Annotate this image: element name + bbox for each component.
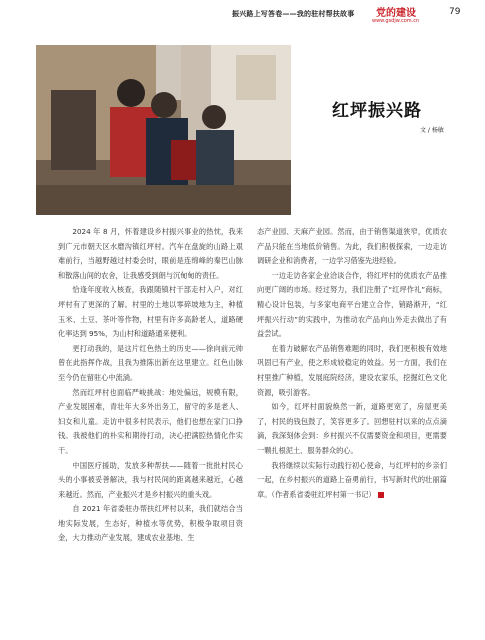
article-title: 红坪振兴路 (332, 101, 422, 121)
end-mark-icon (378, 492, 384, 498)
brand-name: 党的建设 (376, 8, 416, 19)
publication-logo (372, 4, 442, 26)
paragraph: 在着力破解农产品销售难题的同时，我们更积极有效地巩固已有产业，使之形成较稳定的效益。另一方面，我们在村里推广种植，发展庭院经济，建设农家乐，挖掘红色文化资源，吸引游客。 (257, 343, 447, 397)
article-photo (36, 45, 291, 215)
brand-url: www.gsdjw.com.cn (372, 18, 420, 24)
page-header (0, 0, 485, 36)
paragraph: 态产业园、天麻产业园。然而，由于销售渠道狭窄，优质农产品只能在当地低价销售。为此，我们积极探索，一边走访调研企业和消费者，一边学习借鉴先进经验。 (257, 227, 447, 266)
article-body-right-column (257, 225, 447, 502)
article-body-left-column (58, 225, 243, 546)
paragraph: 更打动我的，是这片红色热土的历史——徐向前元帅曾在此指挥作战，且我为推陈出新在这里建立。红色山脉至今仍在留驻心中流淌。 (58, 343, 243, 382)
photo-illustration (36, 45, 291, 215)
section-title: 振兴路上写答卷——我的驻村帮扶故事 (232, 10, 355, 18)
paragraph: 恰逢年度收入核查，我跟随镇村干部走村入户，对红坪村有了更深的了解。村里的土地以零碎坡地为主，种植玉米、土豆、茶叶等作物，村里有许多高龄老人，道路硬化率达到 95%，为山村和道路通来便利。 (58, 285, 243, 339)
paragraph: 一边走访各家企业洽谈合作，将红坪村的优质农产品推向更广阔的市场。经过努力，我们注册了“红坪作礼”商标，精心设计包装，与多家电商平台建立合作，销路渐开，“红坪振兴行动”的实践中，为推动农产品向山外走去做出了有益尝试。 (257, 270, 447, 339)
paragraph-final-text: 我将继续以实际行动践行初心使命，与红坪村的乡亲们一起，在乡村振兴的道路上奋勇前行，书写新时代的壮丽篇章。（作者系省委驻红坪村第一书记） (257, 460, 447, 499)
paragraph: 2024 年 8 月，怀着建设乡村振兴事业的热忱，我来到广元市朝天区水磨沟镇红坪村。汽车在盘旋的山路上艰难前行，当越野越过村委会时，眼前是连绵峰的秦巴山脉和散落山间的农舍，让我感受到朗与沉甸甸的责任。 (58, 227, 243, 280)
article-byline: 文 / 杨敏 (420, 127, 444, 134)
paragraph: 然而红坪村也面临严峻挑战：地处偏远，规模有限，产业发展困难，青壮年大多外出务工，留守的多是老人、妇女和儿童。走访中很多村民表示，他们也想在家门口挣钱。我被他们的朴实和期待打动，决心把满腔热情化作实干。 (58, 387, 243, 455)
page-number: 79 (449, 7, 461, 17)
paragraph-final (257, 459, 447, 503)
paragraph: 如今，红坪村面貌焕然一新，道路更宽了，房屋更美了，村民的钱包鼓了，笑容更多了。回想驻村以来的点点滴滴，我深刻体会到：乡村振兴不仅需要资金和项目，更需要一颗扎根泥土、服务群众的心。 (257, 402, 447, 455)
paragraph: 自 2021 年省委驻办帮扶红坪村以来，我们就结合当地实际发展，生态好，种植水等优势，积极争取项目资金，大力推动产业发展，建成农业基地、生 (58, 504, 243, 543)
paragraph: 中国医疗援助，发放多种帮扶——随着一批批村民心头的小事被妥善解决，我与村民间的距离越来越近，心越来越近。然而，产业振兴才是乡村振兴的重头戏。 (58, 460, 243, 499)
